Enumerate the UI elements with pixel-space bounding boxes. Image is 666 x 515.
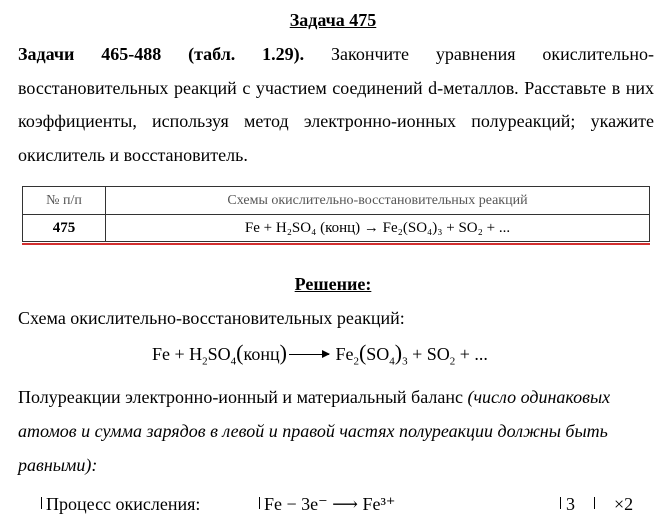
eq-lhs: Fe + H: [152, 344, 203, 364]
multiplier: ×2: [614, 494, 634, 514]
eq-conc: конц: [243, 344, 280, 364]
eq-sub-so4: 4: [389, 355, 395, 368]
eq-sub-so: 4: [230, 355, 237, 368]
row-equation: Fe + H₂SO₄ (конц) → Fe₂(SO₄)₃ + SO₂ + ...: [106, 215, 650, 242]
problem-text: Закончите уравнения окислительно-восстановительных реакций с участием соединений d-металлов. Расставьте в них коэффициенты, используя метод электронно-ионных полуреакций; укажите окислитель и восстановитель.: [18, 44, 654, 165]
problem-reference: Задачи 465-488 (табл. 1.29).: [18, 44, 305, 64]
electron-count: 3: [566, 494, 575, 514]
eq-sub-fe: 2: [353, 355, 359, 368]
eq-sub-paren: 3: [402, 355, 408, 368]
header-schemes: Схемы окислительно-восстановительных реакций: [106, 187, 650, 215]
problem-statement: [18, 38, 654, 172]
oxidation-row: [0, 494, 666, 514]
eq-sub-so2: 2: [449, 355, 456, 368]
eq-so2: + SO: [407, 344, 450, 364]
eq-tail: + ...: [455, 344, 488, 364]
bracket-bar: [594, 497, 595, 509]
oxidation-label: Процесс окисления:: [46, 494, 201, 514]
table-header-row: [23, 187, 650, 215]
reaction-equation: $Fe + H_2SO_4(конц) Fe_2(SO_4)_3 + SO_2$ + ...: [152, 340, 488, 368]
problem-title: Задача 475: [289, 10, 377, 30]
eq-sub-h: 2: [202, 355, 208, 368]
eq-fe: Fe: [335, 344, 354, 364]
balance-italic: (число одинаковых атомов и сумма зарядов в левой и правой частях полуреакции должны быть равными):: [18, 387, 611, 475]
scheme-label: Схема окислительно-восстановительных реакций:: [18, 308, 405, 328]
balance-text: Полуреакции электронно-ионный и материальный баланс: [18, 387, 468, 407]
balance-paragraph: [18, 380, 654, 482]
table-row: [23, 215, 650, 242]
table-underline: [22, 243, 650, 245]
eq-so4: SO: [366, 344, 390, 364]
eq-so: SO: [207, 344, 231, 364]
bracket-bar: [259, 497, 260, 509]
oxidation-reaction: Fe − 3e⁻ ⟶ Fe³⁺: [264, 494, 396, 514]
bracket-bar: [41, 497, 42, 509]
row-number: 475: [23, 215, 106, 242]
solution-heading: Решение:: [294, 274, 372, 294]
bracket-bar: [560, 497, 561, 509]
reaction-arrow-icon: [289, 354, 329, 355]
header-number: № п/п: [23, 187, 106, 215]
reaction-table: [22, 186, 650, 242]
